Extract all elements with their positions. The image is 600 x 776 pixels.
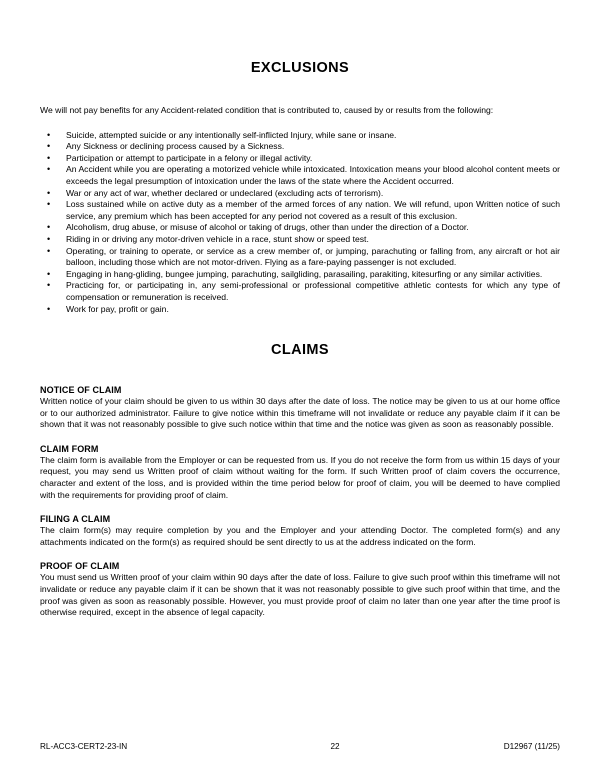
exclusion-item-text: Suicide, attempted suicide or any intentionally self-inflicted Injury, while sane or insane. <box>66 129 397 140</box>
bullet-icon: • <box>47 303 51 314</box>
claims-subsection-body: The claim form is available from the Employer or can be requested from us. If you do not receive the form from us within 15 days of your request, you may send us Written proof of claim without waiting for the form. If such Written proof of claim covers the occurrence, character and extent of the loss, and is provided within the time period below for proof of claim, you will be deemed to have complied with the requirements for providing proof of claim. <box>40 454 560 500</box>
exclusions-section <box>40 0 560 315</box>
bullet-icon: • <box>47 164 51 175</box>
bullet-icon: • <box>47 129 51 140</box>
exclusion-item-text: Engaging in hang-gliding, bungee jumping, parachuting, sailgliding, parasailing, parakiting, kitesurfing or any similar activities. <box>66 268 543 279</box>
claims-subsection-heading: PROOF OF CLAIM <box>40 561 120 572</box>
exclusion-list-item <box>40 130 560 142</box>
exclusions-intro-paragraph: We will not pay benefits for any Accident-related condition that is contributed to, caused by or results from the following: <box>40 105 494 115</box>
bullet-icon: • <box>47 152 51 163</box>
bullet-icon: • <box>47 268 51 279</box>
exclusion-list-item <box>40 246 560 269</box>
exclusion-list-item <box>40 280 560 303</box>
exclusion-item-text: Operating, or training to operate, or service as a crew member of, or jumping, parachuting or falling from, any aircraft or hot air balloon, including those which are not motor-driven. Flying as a fare-paying passenger is not excluded. <box>66 245 560 268</box>
exclusions-title: EXCLUSIONS <box>250 60 350 76</box>
page-footer <box>40 742 560 751</box>
claims-subsection <box>40 548 560 618</box>
bullet-icon: • <box>47 199 51 210</box>
bullet-icon: • <box>47 141 51 152</box>
exclusion-list-item <box>40 269 560 281</box>
bullet-icon: • <box>47 245 51 256</box>
exclusion-list-item <box>40 199 560 222</box>
exclusion-list-item <box>40 222 560 234</box>
bullet-icon: • <box>47 222 51 233</box>
exclusion-item-text: Work for pay, profit or gain. <box>66 303 169 314</box>
exclusion-item-text: Loss sustained while on active duty as a member of the armed forces of any nation. We will refund, upon Written notice of such service, any premium which has been accepted for any period not covered as a result of this exclusion. <box>66 199 560 221</box>
claims-subsection <box>40 501 560 548</box>
exclusions-intro-wrap <box>40 76 560 117</box>
exclusion-list-item <box>40 164 560 187</box>
footer-form-number: RL-ACC3-CERT2-23-IN <box>40 742 128 751</box>
exclusion-item-text: Any Sickness or declining process caused by a Sickness. <box>66 141 285 152</box>
exclusion-item-text: Alcoholism, drug abuse, or misuse of alcohol or taking of drugs, other than under the direction of a Doctor. <box>66 222 469 233</box>
claims-subsections <box>40 358 560 619</box>
bullet-icon: • <box>47 187 51 198</box>
exclusions-list <box>40 117 560 316</box>
claims-subsection-body: Written notice of your claim should be given to us within 30 days after the date of loss. The notice may be given to us at our home office or to our authorized administrator. Failure to give notice within this timeframe will not invalidate or reduce any payable claim if it can be shown that it was not reasonably possible to give such notice within that time and the notice was given as soon as reasonably possible. <box>40 396 560 430</box>
claims-title: CLAIMS <box>271 342 329 359</box>
claims-subsection-body: You must send us Written proof of your claim within 90 days after the date of loss. Failure to give such proof within this timeframe will not invalidate or reduce any payable claim if it can be shown that it was not reasonably possible to give such proof within that time, and the proof was given as soon as reasonably possible. However, you must provide proof of claim no later than one year after the time proof is otherwise required, except in the absence of legal capacity. <box>40 572 560 618</box>
claims-subsection-heading: FILING A CLAIM <box>40 514 111 525</box>
exclusion-item-text: War or any act of war, whether declared or undeclared (excluding acts of terrorism). <box>66 187 384 198</box>
footer-page-number: 22 <box>330 742 340 751</box>
exclusion-list-item <box>40 141 560 153</box>
bullet-icon: • <box>47 233 51 244</box>
claims-subsection <box>40 431 560 501</box>
exclusion-item-text: An Accident while you are operating a motorized vehicle while intoxicated. Intoxication means your blood alcohol content meets or exceeds the legal presumption of intoxication under the laws of the state where the Accident occurred. <box>66 164 560 186</box>
footer-document-code: D12967 (11/25) <box>503 742 560 751</box>
claims-subsection-heading: CLAIM FORM <box>40 443 99 454</box>
claims-section <box>40 315 560 619</box>
exclusion-list-item <box>40 188 560 200</box>
claims-subsection-heading: NOTICE OF CLAIM <box>40 385 122 396</box>
exclusion-list-item <box>40 234 560 246</box>
claims-subsection <box>40 358 560 431</box>
exclusion-item-text: Practicing for, or participating in, any semi-professional or professional competitive athletic contests for which any type of compensation or remuneration is received. <box>66 280 560 302</box>
exclusion-list-item <box>40 153 560 165</box>
claims-subsection-body: The claim form(s) may require completion by you and the Employer and your attending Doctor. The completed form(s) and any attachments indicated on the form(s) as required should be sent directly to us at the address indicated on the form. <box>40 525 560 547</box>
page-content <box>40 0 560 619</box>
bullet-icon: • <box>47 280 51 291</box>
exclusion-item-text: Riding in or driving any motor-driven vehicle in a race, stunt show or speed test. <box>66 233 369 244</box>
exclusion-item-text: Participation or attempt to participate in a felony or illegal activity. <box>66 152 313 163</box>
exclusion-list-item <box>40 304 560 316</box>
